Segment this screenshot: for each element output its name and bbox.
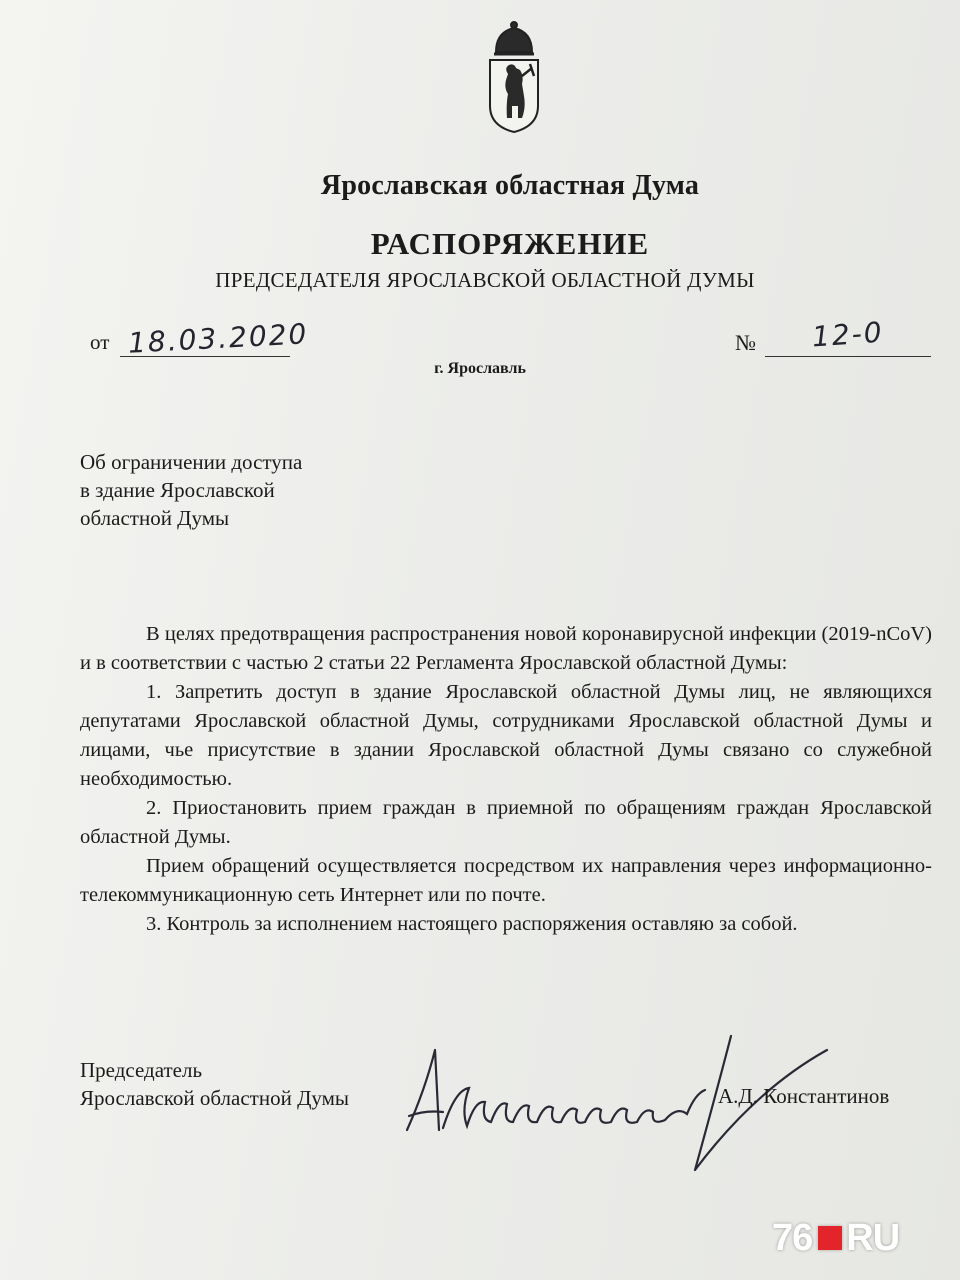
body-text: [80, 620, 932, 939]
number-underline: [765, 356, 931, 357]
document-subtitle: ПРЕДСЕДАТЕЛЯ ЯРОСЛАВСКОЙ ОБЛАСТНОЙ ДУМЫ: [215, 268, 755, 292]
watermark-domain: RU: [846, 1216, 900, 1259]
body-paragraph-item-2: 2. Приостановить прием граждан в приемной по обращениям граждан Ярославской областной Думы.: [80, 797, 932, 848]
document-type-heading: РАСПОРЯЖЕНИЕ: [370, 226, 650, 261]
signatory-position-line: Ярославской областной Думы: [80, 1086, 350, 1110]
coat-of-arms-icon: [478, 18, 550, 138]
signatory-position: [80, 1056, 349, 1112]
city-label: г. Ярославль: [434, 360, 526, 377]
body-paragraph-item-1: 1. Запретить доступ в здание Ярославской областной Думы лиц, не являющихся депутатами Ярославской областной Думы, сотрудниками Ярославской областной Думы и лицами, чье присутствие в здании Ярославской областной Думы связано со служебной необходимостью.: [80, 681, 932, 790]
subject-line: в здание Ярославской: [80, 478, 275, 502]
body-paragraph-item-2-note: Прием обращений осуществляется посредством их направления через информационно-телекоммуникационную сеть Интернет или по почте.: [80, 855, 932, 906]
site-watermark: [772, 1216, 899, 1260]
subject-block: [80, 448, 302, 532]
date-label: от: [90, 330, 110, 354]
body-paragraph-intro: В целях предотвращения распространения новой коронавирусной инфекции (2019-nCoV) и в соответствии с частью 2 статьи 22 Регламента Ярославской областной Думы:: [80, 623, 932, 674]
organization-title: Ярославская областная Дума: [320, 170, 700, 201]
signatory-position-line: Председатель: [80, 1058, 203, 1082]
number-label: №: [735, 330, 756, 355]
subject-line: областной Думы: [80, 506, 230, 530]
document-number: 12-0: [810, 315, 885, 354]
signatory-name: А.Д. Константинов: [718, 1084, 890, 1108]
watermark-number: 76: [772, 1216, 813, 1259]
watermark-square-icon: [818, 1226, 842, 1250]
date-value: 18.03.2020: [127, 317, 310, 360]
subject-line: Об ограничении доступа: [80, 450, 303, 474]
body-paragraph-item-3: 3. Контроль за исполнением настоящего распоряжения оставляю за собой.: [146, 913, 798, 935]
